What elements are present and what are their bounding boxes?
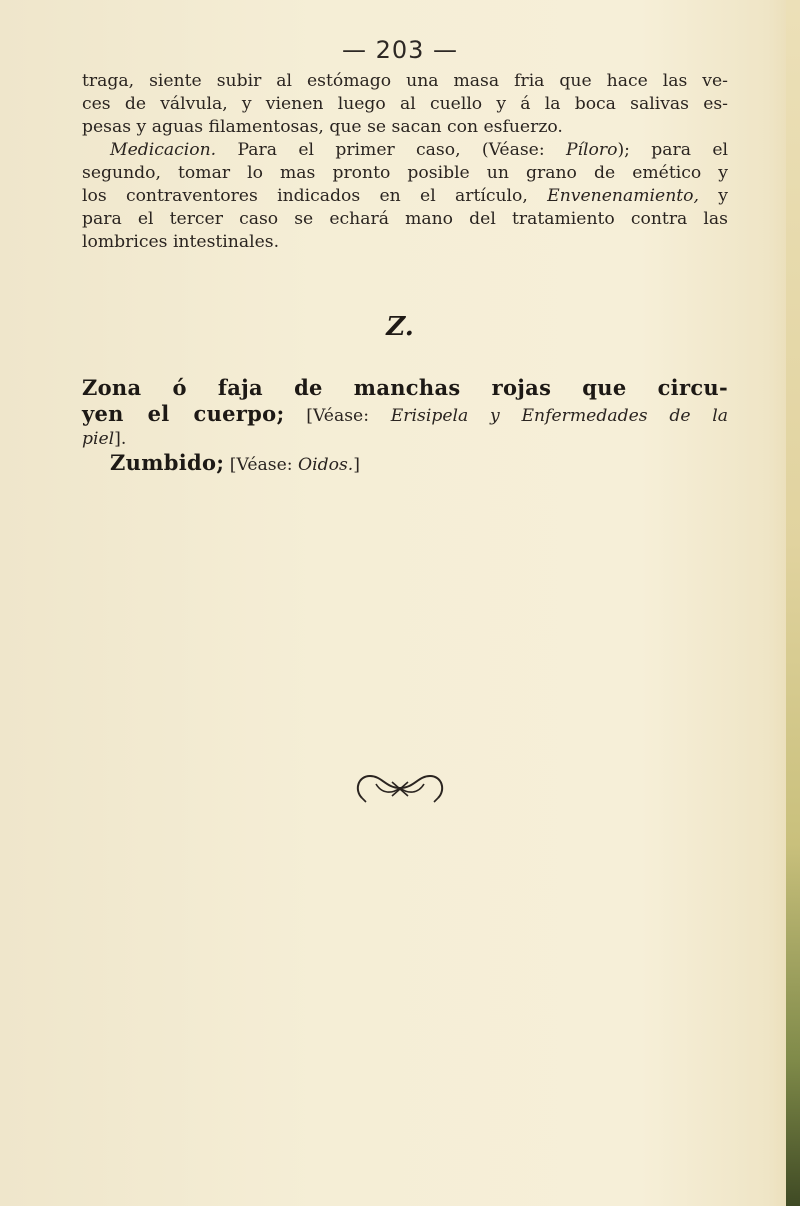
entry-zona-line3: piel]. bbox=[82, 429, 127, 449]
text-line: para el tercer caso se echará mano del tratamiento contra las bbox=[82, 209, 728, 229]
entry-zumbido: Zumbido; [Véase: Oidos.] bbox=[110, 450, 360, 475]
headword-zumbido: Zumbido; bbox=[110, 450, 225, 475]
page-edge bbox=[786, 0, 800, 1206]
paragraph bbox=[82, 70, 728, 254]
text-line: Medicacion. Para el primer caso, (Véase: Píloro); para el bbox=[110, 140, 728, 160]
headword-zona: Zona ó faja de manchas rojas que circu- bbox=[82, 375, 728, 400]
ref-piloro: Píloro bbox=[565, 140, 618, 160]
ref-envenenamiento: Envenenamiento, bbox=[547, 186, 699, 206]
entries bbox=[82, 376, 728, 477]
term-medicacion: Medicacion. bbox=[110, 140, 217, 160]
ref-piel: piel bbox=[82, 429, 115, 449]
text-line: lombrices intestinales. bbox=[82, 232, 280, 252]
entry-zona-line1 bbox=[82, 376, 728, 402]
ref-erisipela: Erisipela y Enfermedades de la bbox=[390, 406, 728, 426]
text-line: segundo, tomar lo mas pronto posible un grano de emético y bbox=[82, 163, 728, 183]
section-letter: Z. bbox=[386, 312, 414, 342]
text-line: pesas y aguas filamentosas, que se sacan con esfuerzo. bbox=[82, 117, 563, 137]
headword-zona-cont: yen el cuerpo; bbox=[82, 401, 285, 426]
tailpiece-ornament-icon bbox=[352, 768, 448, 808]
page-number: — 203 — bbox=[341, 36, 459, 64]
text-line: ces de válvula, y vienen luego al cuello y á la boca salivas es- bbox=[82, 94, 728, 114]
text-line: traga, siente subir al estómago una masa fria que hace las ve- bbox=[82, 71, 728, 91]
ref-oidos: Oidos. bbox=[298, 455, 354, 475]
text-line: los contraventores indicados en el artículo, Envenenamiento, y bbox=[82, 186, 728, 206]
entry-zona-line2: yen el cuerpo; [Véase: Erisipela y Enfermedades de la bbox=[82, 401, 728, 426]
